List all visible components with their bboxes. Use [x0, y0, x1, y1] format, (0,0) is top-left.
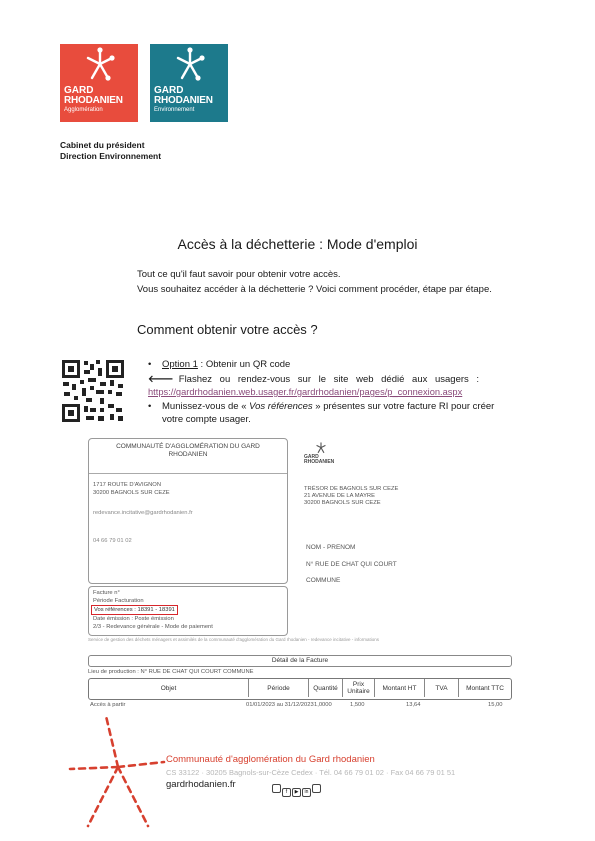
logo-star-icon — [174, 46, 206, 84]
recipient-name: NOM - PRENOM — [306, 544, 356, 551]
ref-text-c: votre compte usager. — [162, 414, 251, 425]
cell-prix: 1,500 — [350, 702, 365, 708]
col-periode: Période — [249, 679, 309, 697]
arrow-left-icon: 🡐 — [148, 374, 174, 385]
recipient-addr-1: TRÉSOR DE BAGNOLS SUR CEZE — [304, 486, 399, 492]
recipient-addr-3: 30200 BAGNOLS SUR CEZE — [304, 500, 381, 506]
recipient-street: N° RUE DE CHAT QUI COURT — [306, 561, 397, 568]
cell-montant-ht: 13,64 — [406, 702, 421, 708]
footer-org: Communauté d'agglomération du Gard rhodanien — [166, 754, 375, 765]
intro-line-1: Tout ce qu'il faut savoir pour obtenir votre accès. — [137, 269, 341, 280]
step-option: • Option 1 : Obtenir un QR code — [148, 359, 291, 370]
invoice-detail-sub: Lieu de production : N° RUE DE CHAT QUI COURT COMMUNE — [88, 669, 254, 675]
mini-logo-text-2: RHODANIEN — [304, 459, 335, 465]
ref-text-a: Munissez-vous de « — [162, 401, 250, 412]
facebook-icon[interactable]: f — [282, 788, 291, 797]
invoice-detail-title: Détail de la Facture — [88, 655, 512, 667]
cell-objet: Accès à partir — [90, 702, 126, 708]
col-objet: Objet — [89, 679, 249, 697]
mini-logo-text-1: GARD — [304, 454, 319, 460]
invoice-email: redevance.incitative@gardrhodanien.fr — [93, 510, 193, 516]
invoice-org-line-2: RHODANIEN — [168, 451, 208, 458]
cell-periode: 01/01/2023 au 31/12/2023 — [246, 702, 314, 708]
cell-montant-ttc: 15,00 — [488, 702, 503, 708]
qr-code-icon[interactable] — [60, 358, 126, 424]
instagram-icon[interactable] — [272, 784, 281, 793]
social-icons — [272, 780, 322, 798]
footer-website[interactable]: gardrhodanien.fr — [166, 779, 236, 790]
footer-address: CS 33122 · 30205 Bagnols-sur-Cèze Cedex · Tél. 04 66 79 01 02 · Fax 04 66 79 01 51 — [166, 768, 456, 777]
header-cabinet: Cabinet du président — [60, 140, 145, 150]
cell-quantite: 1,0000 — [314, 702, 332, 708]
youtube-icon[interactable]: ▶ — [292, 788, 301, 797]
recipient-addr-2: 21 AVENUE DE LA MAYRE — [304, 493, 375, 499]
invoice-org-line-1: COMMUNAUTÉ D'AGGLOMÉRATION DU GARD — [116, 443, 260, 450]
option-label: Option 1 — [162, 359, 198, 370]
newsletter-icon[interactable] — [312, 784, 321, 793]
col-quantite: Quantité — [309, 679, 343, 697]
col-montant-ttc: Montant TTC — [466, 684, 504, 692]
ref-text-b: » présentes sur votre facture RI pour créer — [312, 401, 495, 412]
invoice-fineprint: Service de gestion des déchets ménagers et assimilés de la communauté d'agglomération du Gard rhodanien - redevance incitative - informations — [88, 637, 380, 642]
logo-text-3: Agglomération — [64, 107, 103, 113]
invoice-addr-2: 30200 BAGNOLS SUR CEZE — [93, 490, 170, 496]
step-flash — [148, 373, 528, 386]
invoice-phone: 04 66 79 01 02 — [93, 538, 132, 544]
col-tva: TVA — [425, 679, 459, 697]
logo-text-2: RHODANIEN — [64, 95, 123, 106]
step-references: • Munissez-vous de « Vos références » présentes sur votre facture RI pour créer — [148, 401, 495, 412]
invoice-addr-1: 1717 ROUTE D'AVIGNON — [93, 482, 162, 488]
flash-text: Flashez ou rendez-vous sur le site web dédié aux usagers : — [178, 374, 480, 385]
invoice-references-box — [88, 586, 288, 636]
invoice-mini-logo — [304, 441, 334, 467]
footer-star-decoration-icon — [66, 712, 166, 832]
logo-star-icon — [84, 46, 116, 84]
invoice-facture-label: Facture n° — [93, 590, 120, 596]
invoice-periode-label: Période Facturation — [93, 598, 144, 604]
logo-text-1: GARD — [154, 85, 184, 96]
logo-text-1: GARD — [64, 85, 94, 96]
invoice-table-header — [88, 678, 512, 700]
invoice-date-label: Date émission : Poste émission — [93, 616, 174, 622]
logo-environnement — [150, 44, 228, 122]
header-direction: Direction Environnement — [60, 151, 162, 161]
col-montant-ht: Montant HT — [375, 679, 425, 697]
section-title: Comment obtenir votre accès ? — [137, 322, 318, 337]
site-link[interactable]: https://gardrhodanien.web.usager.fr/gardrhodanien/pages/p_connexion.aspx — [148, 387, 463, 397]
invoice-usage-label: 2/3 - Redevance générale - Mode de paiement — [93, 624, 213, 630]
col-prix-unitaire: Prix Unitaire — [343, 679, 375, 697]
invoice-references-highlight: Vos références : 18391 - 18391 — [91, 605, 178, 615]
logo-star-icon — [314, 441, 328, 455]
page-title: Accès à la déchetterie : Mode d'emploi — [177, 236, 418, 252]
option-text: : Obtenir un QR code — [197, 359, 291, 370]
logo-text-2: RHODANIEN — [154, 95, 213, 106]
linkedin-icon[interactable]: in — [302, 788, 311, 797]
intro-line-2: Vous souhaitez accéder à la déchetterie ? Voici comment procéder, étape par étape. — [137, 284, 492, 295]
logo-agglomeration — [60, 44, 138, 122]
invoice-table-row — [88, 702, 510, 712]
ref-text-em: Vos références — [249, 401, 313, 412]
logo-text-3: Environnement — [154, 107, 195, 113]
invoice-sender-box — [88, 438, 288, 584]
recipient-commune: COMMUNE — [306, 577, 341, 584]
